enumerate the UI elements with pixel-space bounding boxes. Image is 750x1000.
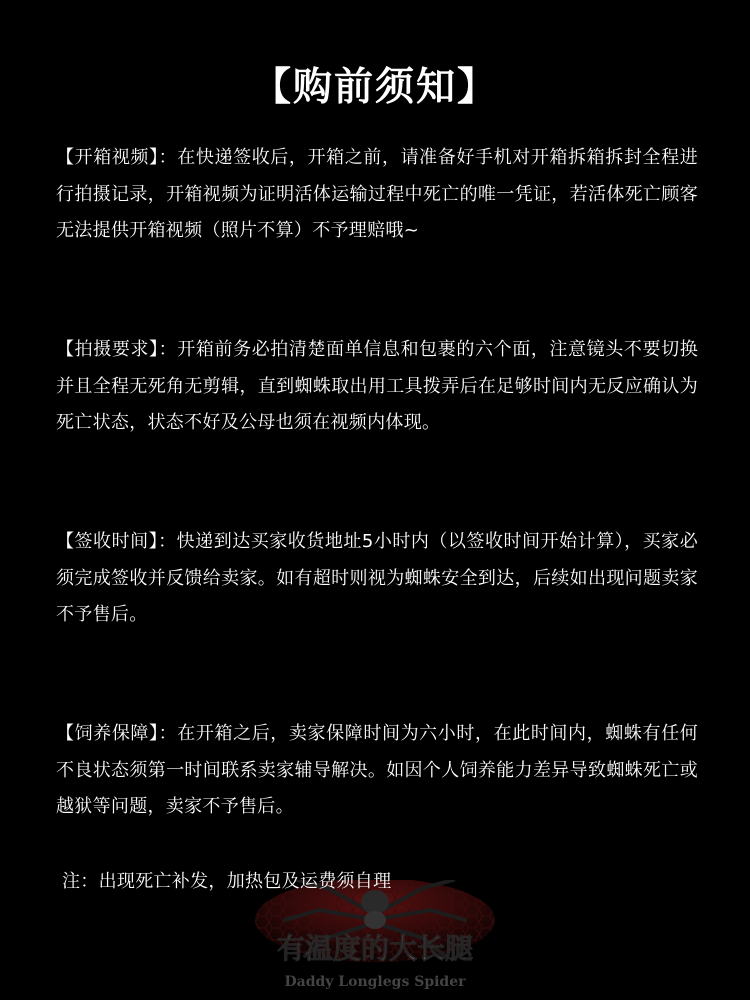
- section-unboxing-video: [56, 140, 698, 250]
- section-heading: 【签收时间】：: [56, 531, 177, 552]
- section-heading: 【开箱视频】：: [56, 147, 178, 168]
- section-text: 在快递签收后，开箱之前，请准备好手机对开箱拆箱拆封全程进行拍摄记录，开箱视频为证明活体运输过程中死亡的唯一凭证，若活体死亡顾客无法提供开箱视频（照片不算）不予理赔哦~: [56, 147, 698, 241]
- section-text: 快递到达买家收货地址5小时内（以签收时间开始计算），买家必须完成签收并反馈给卖家。如有超时则视为蜘蛛安全到达，后续如出现问题卖家不予售后。: [56, 531, 698, 625]
- watermark-title: 有温度的大长腿: [276, 932, 474, 965]
- watermark-subtitle: Daddy Longlegs Spider: [284, 974, 466, 990]
- section-text: 在开箱之后，卖家保障时间为六小时，在此时间内，蜘蛛有任何不良状态须第一时间联系卖家辅导解决。如因个人饲养能力差异导致蜘蛛死亡或越狱等问题，卖家不予售后。: [56, 723, 698, 817]
- section-care-guarantee: [56, 716, 698, 826]
- section-signing-time: [56, 524, 698, 634]
- section-filming-requirements: [56, 332, 698, 442]
- page-title: 【购前须知】: [251, 65, 498, 110]
- footnote: 注：出现死亡补发，加热包及运费须自理: [62, 871, 392, 892]
- section-heading: 【饲养保障】：: [56, 723, 178, 744]
- section-heading: 【拍摄要求】：: [56, 339, 178, 360]
- section-text: 开箱前务必拍清楚面单信息和包裹的六个面，注意镜头不要切换并且全程无死角无剪辑，直到蜘蛛取出用工具拨弄后在足够时间内无反应确认为死亡状态，状态不好及公母也须在视频内体现。: [56, 339, 698, 433]
- spider-watermark-logo: [227, 880, 523, 1000]
